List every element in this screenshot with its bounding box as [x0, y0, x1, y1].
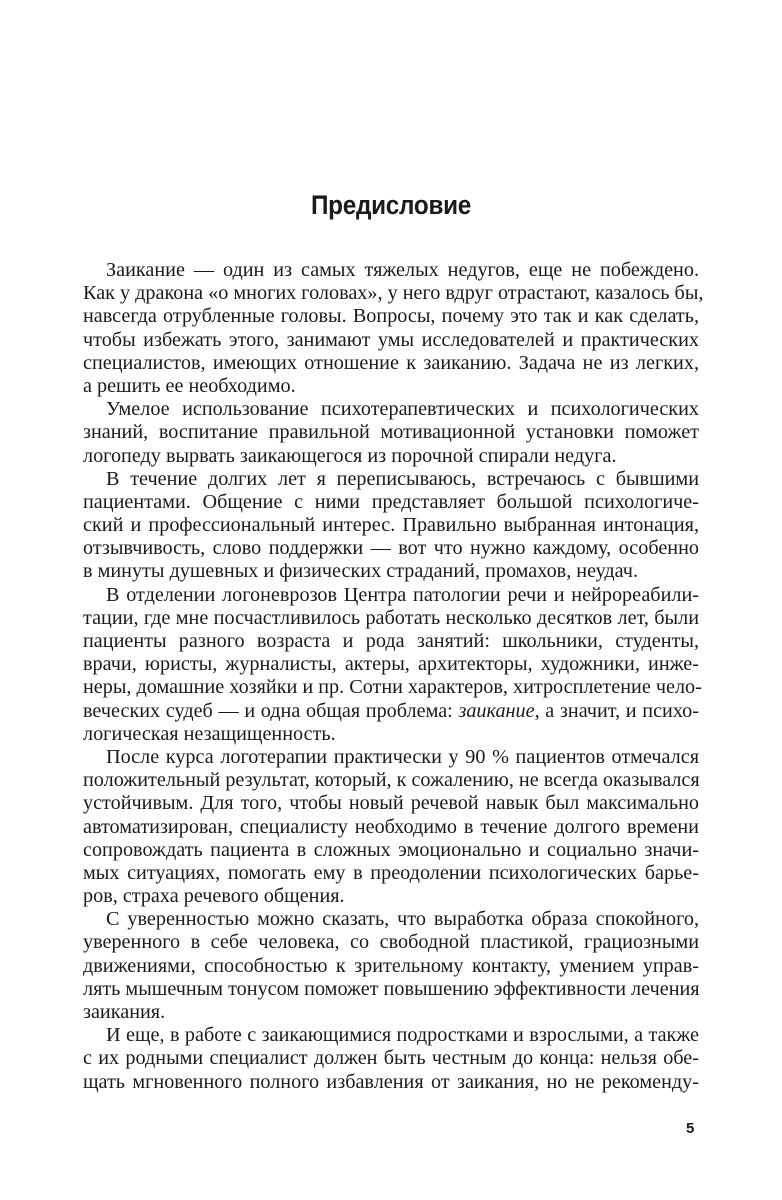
text-line: специалистов, имеющих отношение к заиканию. Задача не из легких,	[83, 351, 699, 374]
text-line: лять мышечным тонусом поможет повышению эффективности лечения	[83, 977, 700, 1000]
text-line: сопровождать пациента в сложных эмоционально и социально значи-	[83, 838, 699, 861]
text-line: Умелое использование психотерапевтических и психологических	[106, 398, 699, 421]
text-line: а решить ее необходимо.	[83, 374, 296, 397]
text-line: логопеду вырвать заикающегося из порочной спирали недуга.	[83, 444, 617, 467]
text-line: щать мгновенного полного избавления от заикания, но не рекоменду-	[83, 1070, 699, 1093]
text-line: врачи, юристы, журналисты, актеры, архитекторы, художники, инже-	[83, 653, 699, 676]
text-line: С уверенностью можно сказать, что выработка образа спокойного,	[106, 908, 699, 931]
text-line: заикания.	[83, 1001, 166, 1023]
text-line: пациентами. Общение с ними представляет большой психологиче-	[83, 490, 699, 513]
paragraph-2	[83, 398, 699, 468]
paragraph-4	[83, 583, 702, 746]
text-line: знаний, воспитание правильной мотивационной установки поможет	[83, 421, 699, 444]
paragraph-1	[83, 259, 704, 398]
text-line: мых ситуациях, помогать ему в преодолении психологических барье-	[83, 861, 699, 884]
chapter-title: Предисловие	[310, 190, 472, 220]
text-line: ров, страха речевого общения.	[83, 885, 345, 908]
text-line: ский и профессиональный интерес. Правильно выбранная интонация,	[83, 514, 699, 537]
text-line: уверенного в себе человека, со свободной пластикой, грациозными	[83, 931, 699, 954]
text-line: в минуты душевных и физических страданий, промахов, неудач.	[83, 560, 639, 583]
paragraph-7	[83, 1024, 699, 1094]
text-line: пациенты разного возраста и рода занятий: школьники, студенты,	[83, 630, 699, 652]
body-text	[83, 259, 704, 1094]
text-line: движениями, способностью к зрительному контакту, умением управ-	[83, 954, 699, 977]
text-line: отзывчивость, слово поддержки — вот что нужно каждому, особенно	[83, 537, 699, 560]
text-line: логическая незащищенность.	[83, 722, 336, 745]
text-line: с их родными специалист должен быть честным до конца: нельзя обе-	[83, 1047, 699, 1070]
paragraph-6	[83, 908, 699, 1024]
text-line: автоматизирован, специалисту необходимо в течение долгого времени	[83, 815, 699, 838]
text-segment: веческих судеб — и одна общая проблема:	[83, 699, 459, 722]
text-line: В течение долгих лет я переписываюсь, встречаюсь с бывшими	[106, 467, 699, 490]
paragraph-5	[83, 746, 699, 908]
text-segment: , а значит, и психо-	[534, 699, 699, 722]
page-number: 5	[686, 1120, 695, 1137]
text-line: В отделении логоневрозов Центра патологии речи и нейрореабили-	[106, 583, 699, 606]
text-line: чтобы избежать этого, занимают умы исследователей и практических	[83, 328, 699, 351]
text-line: устойчивым. Для того, чтобы новый речевой навык был максимально	[83, 792, 699, 815]
text-line: Как у дракона «о многих головах», у него вдруг отрастают, казалось бы,	[83, 282, 704, 305]
text-line: навсегда отрубленные головы. Вопросы, почему это так и как сделать,	[83, 305, 699, 328]
paragraph-3	[83, 468, 699, 584]
text-line: Заикание — один из самых тяжелых недугов, еще не побеждено.	[106, 259, 699, 281]
text-line: После курса логотерапии практически у 90 % пациентов отмечался	[106, 745, 699, 768]
text-line: тации, где мне посчастливилось работать несколько десятков лет, были	[83, 606, 699, 629]
italic-term: заикание	[458, 699, 535, 722]
text-line: положительный результат, который, к сожалению, не всегда оказывался	[83, 769, 700, 792]
text-line	[83, 700, 699, 723]
text-line: И еще, в работе с заикающимися подростками и взрослыми, а также	[106, 1024, 699, 1047]
text-line: неры, домашние хозяйки и пр. Сотни характеров, хитросплетение чело-	[83, 676, 702, 699]
